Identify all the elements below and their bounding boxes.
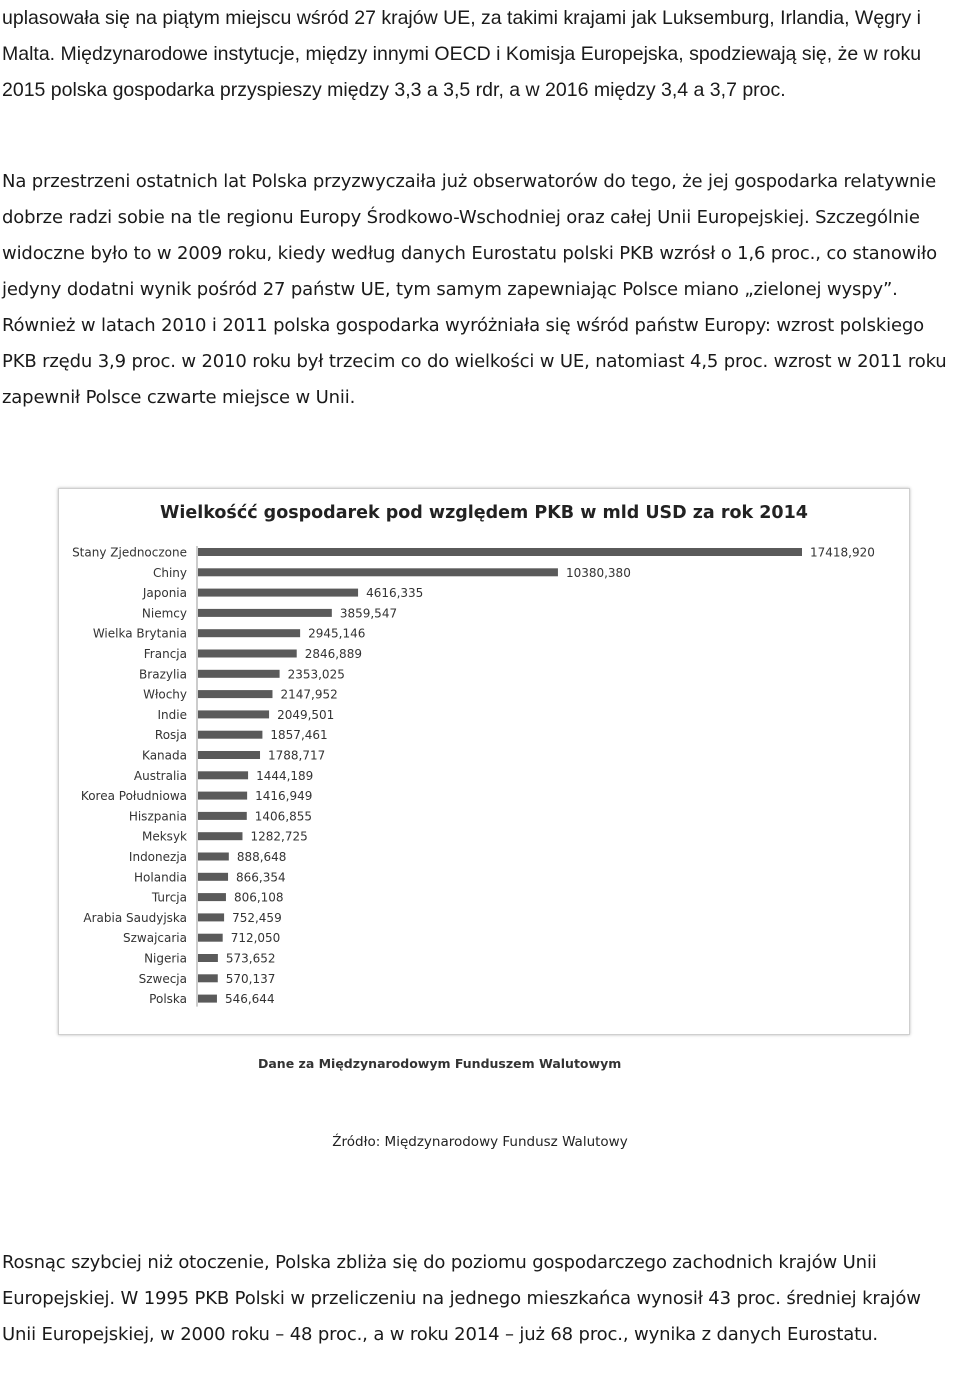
data-label-szwajcaria: 712,050: [230, 931, 281, 946]
paragraph-intro: uplasowała się na piątym miejscu wśród 27 krajów UE, za takimi krajami jak Luksemburg, Irlandia, Węgry i Malta. Międzynarodowe instytucje, między innymi OECD i Komisja Europejska, spodziewają się, że w roku 2015 polska gospodarka przyspieszy między 3,3 a 3,5 rdr, a w 2016 między 3,4 a 3,7 proc.: [2, 7, 922, 101]
data-label-meksyk: 1282,725: [250, 829, 308, 844]
tick-label-wielka-brytania: Wielka Brytania: [92, 626, 187, 641]
tick-label-indie: Indie: [157, 707, 187, 722]
data-label-japonia: 4616,335: [366, 586, 424, 601]
data-label-stany-zjednoczone: 17418,920: [810, 545, 875, 560]
data-label-australia: 1444,189: [256, 768, 314, 783]
bar-turcja: [198, 893, 226, 901]
tick-label-stany-zjednoczone: Stany Zjednoczone: [72, 545, 187, 560]
data-label-holandia: 866,354: [236, 870, 286, 885]
tick-label-niemcy: Niemcy: [141, 606, 187, 621]
tick-label-nigeria: Nigeria: [144, 951, 187, 966]
tick-label-turcja: Turcja: [151, 890, 187, 905]
data-label-kanada: 1788,717: [268, 748, 326, 763]
tick-label-meksyk: Meksyk: [142, 829, 187, 844]
tick-label-japonia: Japonia: [142, 586, 187, 601]
tick-label-korea-poludniowa: Korea Południowa: [80, 789, 187, 804]
bar-indie: [198, 710, 269, 718]
bar-szwajcaria: [198, 934, 223, 942]
tick-label-szwajcaria: Szwajcaria: [123, 931, 187, 946]
tick-label-australia: Australia: [133, 768, 187, 783]
data-label-rosja: 1857,461: [270, 728, 328, 743]
bar-korea-poludniowa: [198, 792, 247, 800]
bar-indonezja: [198, 853, 229, 861]
chart-figure: [58, 488, 910, 1035]
data-label-hiszpania: 1406,855: [254, 809, 313, 824]
data-label-wielka-brytania: 2945,146: [308, 626, 366, 641]
bar-chiny: [198, 568, 558, 576]
figure-caption: Źródło: Międzynarodowy Fundusz Walutowy: [332, 1134, 628, 1150]
data-label-wlochy: 2147,952: [280, 687, 338, 702]
bar-wlochy: [198, 690, 272, 698]
bar-szwecja: [198, 974, 218, 982]
bar-stany-zjednoczone: [198, 548, 802, 556]
bar-francja: [198, 650, 297, 658]
data-label-brazylia: 2353,025: [287, 667, 345, 682]
data-label-indonezja: 888,648: [236, 850, 287, 864]
bar-australia: [198, 771, 248, 779]
tick-label-wlochy: Włochy: [143, 687, 187, 702]
data-label-polska: 546,644: [224, 992, 275, 1007]
bar-niemcy: [198, 609, 332, 617]
data-label-indie: 2049,501: [277, 707, 335, 722]
tick-label-polska: Polska: [149, 992, 187, 1007]
tick-label-brazylia: Brazylia: [139, 667, 187, 682]
bar-wielka-brytania: [198, 629, 300, 637]
bar-meksyk: [198, 832, 242, 840]
bar-brazylia: [198, 670, 280, 678]
data-label-francja: 2846,889: [304, 647, 362, 661]
chart-source-note: Dane za Międzynarodowym Funduszem Walutowym: [258, 1056, 622, 1071]
data-label-turcja: 806,108: [233, 890, 284, 905]
tick-label-hiszpania: Hiszpania: [128, 809, 187, 824]
data-label-szwecja: 570,137: [225, 971, 276, 986]
paragraph-green-island: Na przestrzeni ostatnich lat Polska przyzwyczaiła już obserwatorów do tego, że jej gospodarka relatywnie dobrze radzi sobie na tle regionu Europy Środkowo-Wschodniej oraz całej Unii Europejskiej. Szczególnie widoczne było to w 2009 roku, kiedy według danych Eurostatu polski PKB wzrósł o 1,6 proc., co stanowiło jedyny dodatni wynik pośród 27 państw UE, tym samym zapewniając Polsce miano „zielonej wyspy”. Również w latach 2010 i 2011 polska gospodarka wyróżniała się wśród państw Europy: wzrost polskiego PKB rzędu 3,9 proc. w 2010 roku był trzecim co do wielkości w UE, natomiast 4,5 proc. wzrost w 2011 roku zapewnił Polsce czwarte miejsce w Unii.: [2, 171, 947, 408]
data-label-niemcy: 3859,547: [339, 606, 398, 621]
data-label-korea-poludniowa: 1416,949: [255, 789, 313, 804]
gdp-bar-chart: [59, 489, 909, 1034]
tick-label-rosja: Rosja: [154, 728, 187, 743]
bar-holandia: [198, 873, 228, 881]
tick-label-indonezja: Indonezja: [128, 850, 187, 864]
tick-label-chiny: Chiny: [152, 565, 187, 580]
data-label-arabia-saudyjska: 752,459: [232, 910, 282, 925]
bar-hiszpania: [198, 812, 247, 820]
bar-kanada: [198, 751, 260, 759]
data-label-chiny: 10380,380: [565, 565, 631, 580]
chart-title: Wielkośćć gospodarek pod względem PKB w mld USD za rok 2014: [160, 503, 808, 523]
bar-polska: [198, 995, 217, 1003]
tick-label-kanada: Kanada: [142, 748, 187, 763]
bar-arabia-saudyjska: [198, 913, 224, 921]
tick-label-francja: Francja: [143, 647, 187, 661]
bar-rosja: [198, 731, 262, 739]
tick-label-szwecja: Szwecja: [138, 971, 187, 986]
data-label-nigeria: 573,652: [225, 951, 276, 966]
tick-label-arabia-saudyjska: Arabia Saudyjska: [83, 910, 187, 925]
paragraph-convergence: Rosnąc szybciej niż otoczenie, Polska zbliża się do poziomu gospodarczego zachodnich krajów Unii Europejskiej. W 1995 PKB Polski w przeliczeniu na jednego mieszkańca wynosił 43 proc. średniej krajów Unii Europejskiej, w 2000 roku – 48 proc., a w roku 2014 – już 68 proc., wynika z danych Eurostatu.: [2, 1252, 921, 1345]
tick-label-holandia: Holandia: [134, 870, 187, 885]
bar-japonia: [198, 589, 358, 597]
bar-nigeria: [198, 954, 218, 962]
